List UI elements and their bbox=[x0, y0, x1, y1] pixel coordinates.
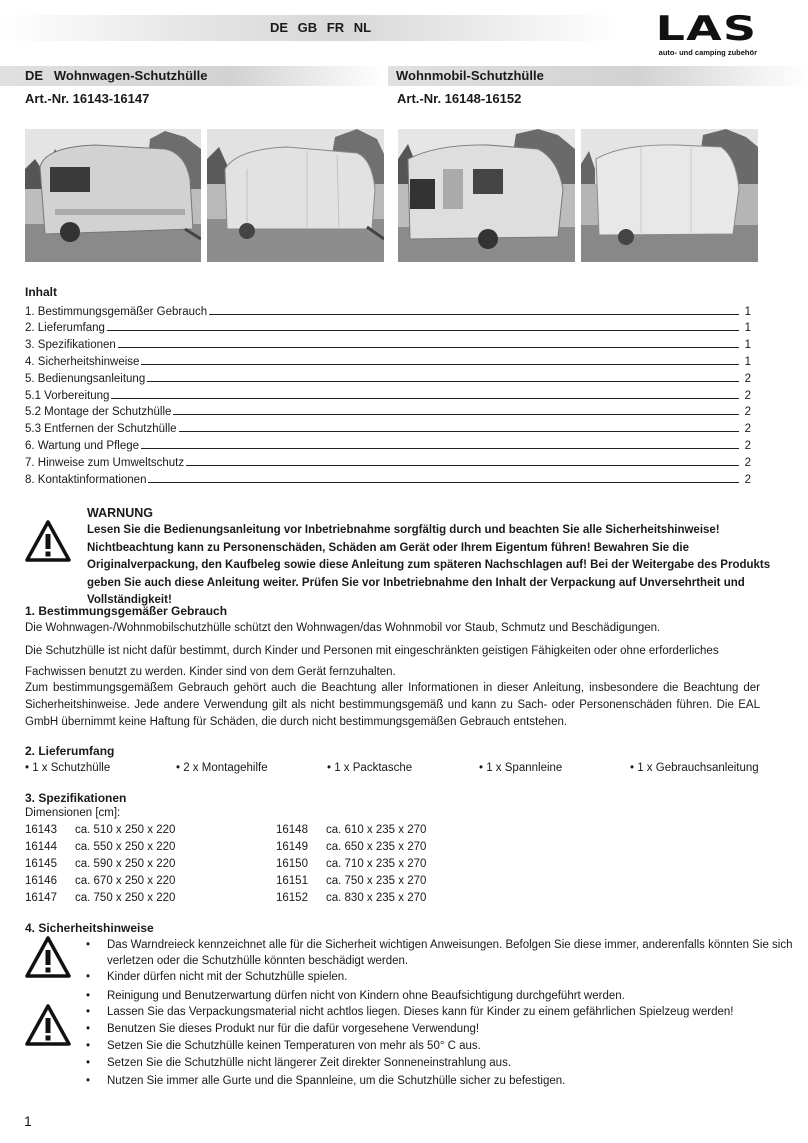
scope-item-strap: • 1 x Spannleine bbox=[479, 762, 563, 774]
scope-item-bag: • 1 x Packtasche bbox=[327, 762, 413, 774]
article-number-caravan: Art.-Nr. 16143-16147 bbox=[25, 91, 150, 106]
toc-item bbox=[25, 385, 751, 402]
product-title-caravan: DE Wohnwagen-Schutzhülle bbox=[25, 68, 208, 83]
toc-item-label: 2. Lieferumfang bbox=[25, 322, 105, 335]
brand-logo: LAS bbox=[655, 9, 757, 49]
toc-item-label: 1. Bestimmungsgemäßer Gebrauch bbox=[25, 305, 208, 318]
spec-dimensions: ca. 670 x 250 x 220 bbox=[75, 875, 176, 887]
toc-item-label: 5.3 Entfernen der Schutzhülle bbox=[25, 423, 177, 436]
bullet-mark: • bbox=[86, 1023, 91, 1035]
warning-heading: WARNUNG bbox=[87, 506, 153, 520]
toc-leader bbox=[107, 330, 739, 331]
safety-bullet-text: Benutzen Sie dieses Produkt nur für die dafür vorgesehene Verwendung! bbox=[107, 1023, 480, 1035]
safety-bullet-text: Reinigung und Benutzerwartung dürfen nicht von Kindern ohne Beaufsichtigung durchgeführt werden. bbox=[107, 990, 625, 1002]
toc-item-page: 2 bbox=[744, 423, 751, 436]
toc-item-label: 7. Hinweise zum Umweltschutz bbox=[25, 456, 185, 469]
bullet-mark: • bbox=[86, 990, 91, 1002]
spec-dimensions: ca. 830 x 235 x 270 bbox=[326, 892, 427, 904]
toc-item bbox=[25, 452, 751, 469]
dimensions-label: Dimensionen [cm]: bbox=[25, 807, 121, 819]
safety-bullet bbox=[86, 1021, 808, 1037]
toc-leader bbox=[141, 364, 739, 365]
spec-article-number: 16149 bbox=[276, 841, 308, 853]
safety-bullet bbox=[86, 1073, 808, 1089]
product-title-motorhome: Wohnmobil-Schutzhülle bbox=[396, 68, 544, 83]
toc-item bbox=[25, 318, 751, 335]
bullet-mark: • bbox=[86, 1040, 91, 1052]
spec-dimensions: ca. 650 x 235 x 270 bbox=[326, 841, 427, 853]
toc-item-label: 6. Wartung und Pflege bbox=[25, 439, 140, 452]
safety-bullet-text: Lassen Sie das Verpackungsmaterial nicht achtlos liegen. Dieses kann für Kinder zu einem gefährlichen Spielzeug werden! bbox=[107, 1006, 734, 1018]
safety-bullet bbox=[86, 1055, 808, 1071]
spec-dimensions: ca. 610 x 235 x 270 bbox=[326, 824, 427, 836]
section3-heading: 3. Spezifikationen bbox=[25, 791, 127, 805]
language-codes: DE GB FR NL bbox=[270, 20, 372, 35]
scope-item-manual: • 1 x Gebrauchsanleitung bbox=[630, 762, 759, 774]
spec-article-number: 16145 bbox=[25, 858, 57, 870]
toc-leader bbox=[148, 482, 739, 483]
safety-bullet-text: Setzen Sie die Schutzhülle keinen Temperaturen von mehr als 50° C aus. bbox=[107, 1040, 481, 1052]
bullet-mark: • bbox=[86, 1006, 91, 1018]
toc-heading: Inhalt bbox=[25, 285, 57, 299]
toc-item-label: 5. Bedienungsanleitung bbox=[25, 372, 146, 385]
spec-dimensions: ca. 750 x 250 x 220 bbox=[75, 892, 176, 904]
spec-dimensions: ca. 590 x 250 x 220 bbox=[75, 858, 176, 870]
toc-leader bbox=[179, 431, 739, 432]
section4-heading: 4. Sicherheitshinweise bbox=[25, 921, 154, 935]
safety-bullet bbox=[86, 969, 808, 985]
toc-item bbox=[25, 435, 751, 452]
spec-article-number: 16152 bbox=[276, 892, 308, 904]
warning-triangle-icon bbox=[25, 936, 71, 978]
safety-bullet-text: Kinder dürfen nicht mit der Schutzhülle spielen. bbox=[107, 971, 348, 983]
safety-bullet-text: Setzen Sie die Schutzhülle nicht längerer Zeit direkter Sonneneinstrahlung aus. bbox=[107, 1057, 512, 1069]
warning-triangle-icon bbox=[25, 520, 71, 562]
spec-article-number: 16146 bbox=[25, 875, 57, 887]
toc-item-page: 1 bbox=[744, 305, 751, 318]
toc-item bbox=[25, 419, 751, 436]
spec-article-number: 16147 bbox=[25, 892, 57, 904]
toc-item bbox=[25, 469, 751, 486]
brand-tagline: auto- und camping zubehör bbox=[658, 48, 757, 57]
toc-item bbox=[25, 368, 751, 385]
spec-article-number: 16151 bbox=[276, 875, 308, 887]
safety-bullet bbox=[86, 937, 808, 969]
spec-article-number: 16143 bbox=[25, 824, 57, 836]
scope-item-mounting-aid: • 2 x Montagehilfe bbox=[176, 762, 268, 774]
section2-heading: 2. Lieferumfang bbox=[25, 744, 115, 758]
toc-item-page: 2 bbox=[744, 372, 751, 385]
warning-triangle-icon bbox=[25, 1004, 71, 1046]
toc-item-page: 1 bbox=[744, 339, 751, 352]
bullet-mark: • bbox=[86, 1057, 91, 1069]
toc-leader bbox=[147, 381, 739, 382]
toc-item bbox=[25, 351, 751, 368]
toc-leader bbox=[141, 448, 739, 449]
toc-item-page: 2 bbox=[744, 406, 751, 419]
toc-leader bbox=[111, 398, 739, 399]
toc-item-page: 2 bbox=[744, 389, 751, 402]
photo-caravan-covered bbox=[207, 129, 384, 262]
article-number-motorhome: Art.-Nr. 16148-16152 bbox=[397, 91, 522, 106]
section1-paragraph-2: Die Schutzhülle ist nicht dafür bestimmt, durch Kinder und Personen mit eingeschränkten geistigen Fähigkeiten oder ohne erforderliches Fachwissen benutzt zu werden. Kinder sind von dem Gerät fernzuhalten. bbox=[25, 645, 719, 678]
warning-text: Lesen Sie die Bedienungsanleitung vor Inbetriebnahme sorgfältig durch und beachten Sie alle Sicherheitshinweise! Nichtbeachtung kann zu Personenschäden, Schäden am Gerät oder Ihrem Eigentum führen! Bewahren Sie die Originalverpackung, den Kaufbeleg sowie diese Anleitung zum späteren Nachschlagen auf! Bei der Weitergabe des Produkts geben Sie auch diese Anleitung weiter. Prüfen Sie vor Inbetriebnahme den Inhalt der Verpackung auf Unversehrtheit und Vollständigkeit! bbox=[87, 524, 771, 606]
section1-paragraph-3: Zum bestimmungsgemäßem Gebrauch gehört auch die Beachtung aller Informationen in dieser Anleitung, insbesondere die Beachtung der Sicherheitshinweise. Jede andere Verwendung gilt als nicht bestimmungsgemäß und kann zu Sach- oder Personenschäden führen. Die EAL GmbH übernimmt keine Haftung für Schäden, die durch nicht bestimmungsgemäßen Gebrauch entstehen. bbox=[25, 682, 760, 728]
photo-motorhome-uncovered bbox=[398, 129, 575, 262]
toc-item-page: 2 bbox=[744, 473, 751, 486]
bullet-mark: • bbox=[86, 939, 91, 951]
toc-leader bbox=[118, 347, 739, 348]
spec-article-number: 16144 bbox=[25, 841, 57, 853]
spec-dimensions: ca. 550 x 250 x 220 bbox=[75, 841, 176, 853]
bullet-mark: • bbox=[86, 1075, 91, 1087]
toc-leader bbox=[209, 314, 739, 315]
spec-dimensions: ca. 710 x 235 x 270 bbox=[326, 858, 427, 870]
toc-item-label: 3. Spezifikationen bbox=[25, 339, 116, 352]
safety-bullet bbox=[86, 988, 808, 1004]
toc-leader bbox=[186, 465, 739, 466]
toc-item-label: 4. Sicherheitshinweise bbox=[25, 355, 140, 368]
spec-dimensions: ca. 510 x 250 x 220 bbox=[75, 824, 176, 836]
toc-item bbox=[25, 335, 751, 352]
safety-bullet-text: Nutzen Sie immer alle Gurte und die Spannleine, um die Schutzhülle sicher zu befestigen. bbox=[107, 1075, 566, 1087]
safety-bullet-text: Das Warndreieck kennzeichnet alle für die Sicherheit wichtigen Anweisungen. Befolgen Sie diese immer, anderenfalls könnten Sie sich verletzen oder die Schutzhülle könnten beschädigt werden. bbox=[107, 939, 793, 967]
photo-caravan-uncovered bbox=[25, 129, 201, 262]
spec-row bbox=[25, 841, 525, 858]
spec-row bbox=[25, 824, 525, 841]
safety-bullet bbox=[86, 1004, 808, 1020]
scope-item-cover: • 1 x Schutzhülle bbox=[25, 762, 111, 774]
spec-row bbox=[25, 858, 525, 875]
photo-motorhome-covered bbox=[581, 129, 758, 262]
toc-item-label: 5.2 Montage der Schutzhülle bbox=[25, 406, 172, 419]
toc-item-page: 2 bbox=[744, 456, 751, 469]
toc-item-page: 1 bbox=[744, 355, 751, 368]
toc-item bbox=[25, 402, 751, 419]
toc-item-page: 2 bbox=[744, 439, 751, 452]
toc-item-page: 1 bbox=[744, 322, 751, 335]
toc-item-label: 8. Kontaktinformationen bbox=[25, 473, 147, 486]
spec-row bbox=[25, 875, 525, 892]
spec-article-number: 16150 bbox=[276, 858, 308, 870]
page-number: 1 bbox=[24, 1113, 32, 1129]
section1-heading: 1. Bestimmungsgemäßer Gebrauch bbox=[25, 604, 228, 618]
spec-dimensions: ca. 750 x 235 x 270 bbox=[326, 875, 427, 887]
spec-article-number: 16148 bbox=[276, 824, 308, 836]
spec-row bbox=[25, 892, 525, 909]
safety-bullet bbox=[86, 1038, 808, 1054]
toc-item-label: 5.1 Vorbereitung bbox=[25, 389, 110, 402]
bullet-mark: • bbox=[86, 971, 91, 983]
toc-leader bbox=[173, 414, 739, 415]
section1-paragraph-1: Die Wohnwagen-/Wohnmobilschutzhülle schützt den Wohnwagen/das Wohnmobil vor Staub, Schmutz und Beschädigungen. bbox=[25, 622, 661, 634]
toc-item bbox=[25, 301, 751, 318]
